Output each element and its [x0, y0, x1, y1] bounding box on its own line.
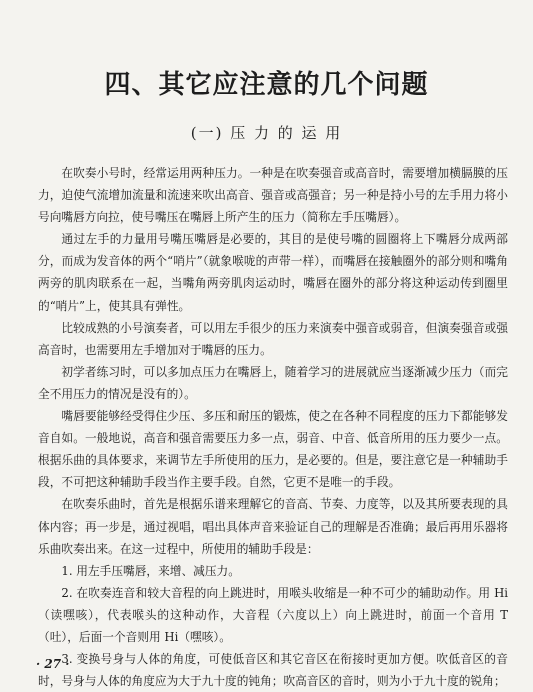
paragraph: 嘴唇要能够经受得住少压、多压和耐压的锻炼，使之在各种不同程度的压力下都能够发音自如。一般地说，高音和强音需要压力多一点，弱音、中音、低音所用的压力要少一点。根据乐曲的具体要求，来调节左手所使用的压力，是必要的。但是，要注意它是一种辅助手段，不可把这种辅助手段当作主要手段。自然，它更不是唯一的手段。 [38, 409, 508, 490]
paragraph: 初学者练习时，可以多加点压力在嘴唇上，随着学习的进展就应当逐渐减少压力（而完全不用压力的情况是没有的）。 [38, 364, 508, 401]
list-item: 2. 在吹奏连音和较大音程的向上跳进时，用喉头收缩是一种不可少的辅助动作。用 Hi（读嘿咳），代表喉头的这种动作，大音程（六度以上）向上跳进时，前面一个音用 T（吐），后面一个音则用 Hi（嘿咳）。 [38, 585, 508, 644]
body-text [38, 162, 508, 692]
paragraph: 比较成熟的小号演奏者，可以用左手很少的压力来演奏中强音或弱音，但演奏强音或强高音时，也需要用左手增加对于嘴唇的压力。 [38, 320, 508, 357]
paragraph: 通过左手的力量用号嘴压嘴唇是必要的，其目的是使号嘴的圆圈将上下嘴唇分成两部分，而成为发音体的两个“哨片”（就象喉咙的声带一样），而嘴唇在接触圈外的部分则和嘴角两旁的肌肉联系在一起，当嘴角两旁肌肉运动时，嘴唇在圈外的部分将这种运动传到圈里的“哨片”上，使其具有弹性。 [38, 232, 508, 313]
paragraph: 在吹奏小号时，经常运用两种压力。一种是在吹奏强音或高音时，需要增加横膈膜的压力，迫使气流增加流量和流速来吹出高音、强音或高强音；另一种是持小号的左手用力将小号向嘴唇方向拉，使号嘴压在嘴唇上所产生的压力（简称左手压嘴唇）。 [38, 166, 508, 225]
section-title: 四、其它应注意的几个问题 [104, 70, 429, 100]
list-item: 1. 用左手压嘴唇，来增、减压力。 [61, 563, 240, 578]
paragraph: 在吹奏乐曲时，首先是根据乐谱来理解它的音高、节奏、力度等，以及其所要表现的具体内容；再一步是，通过视唱，唱出具体声音来验证自己的理解是否准确；最后再用乐器将乐曲吹奏出来。在这一过程中，所使用的辅助手段是： [38, 497, 508, 556]
list-item: 3. 变换号身与人体的角度，可使低音区和其它音区在衔接时更加方便。吹低音区的音时，号身与人体的角度应为大于九十度的钝角；吹高音区的音时，则为小于九十度的锐角； [38, 652, 508, 689]
page-number: · 27 · [36, 657, 70, 671]
subsection-title: (一) 压 力 的 运 用 [190, 124, 343, 142]
